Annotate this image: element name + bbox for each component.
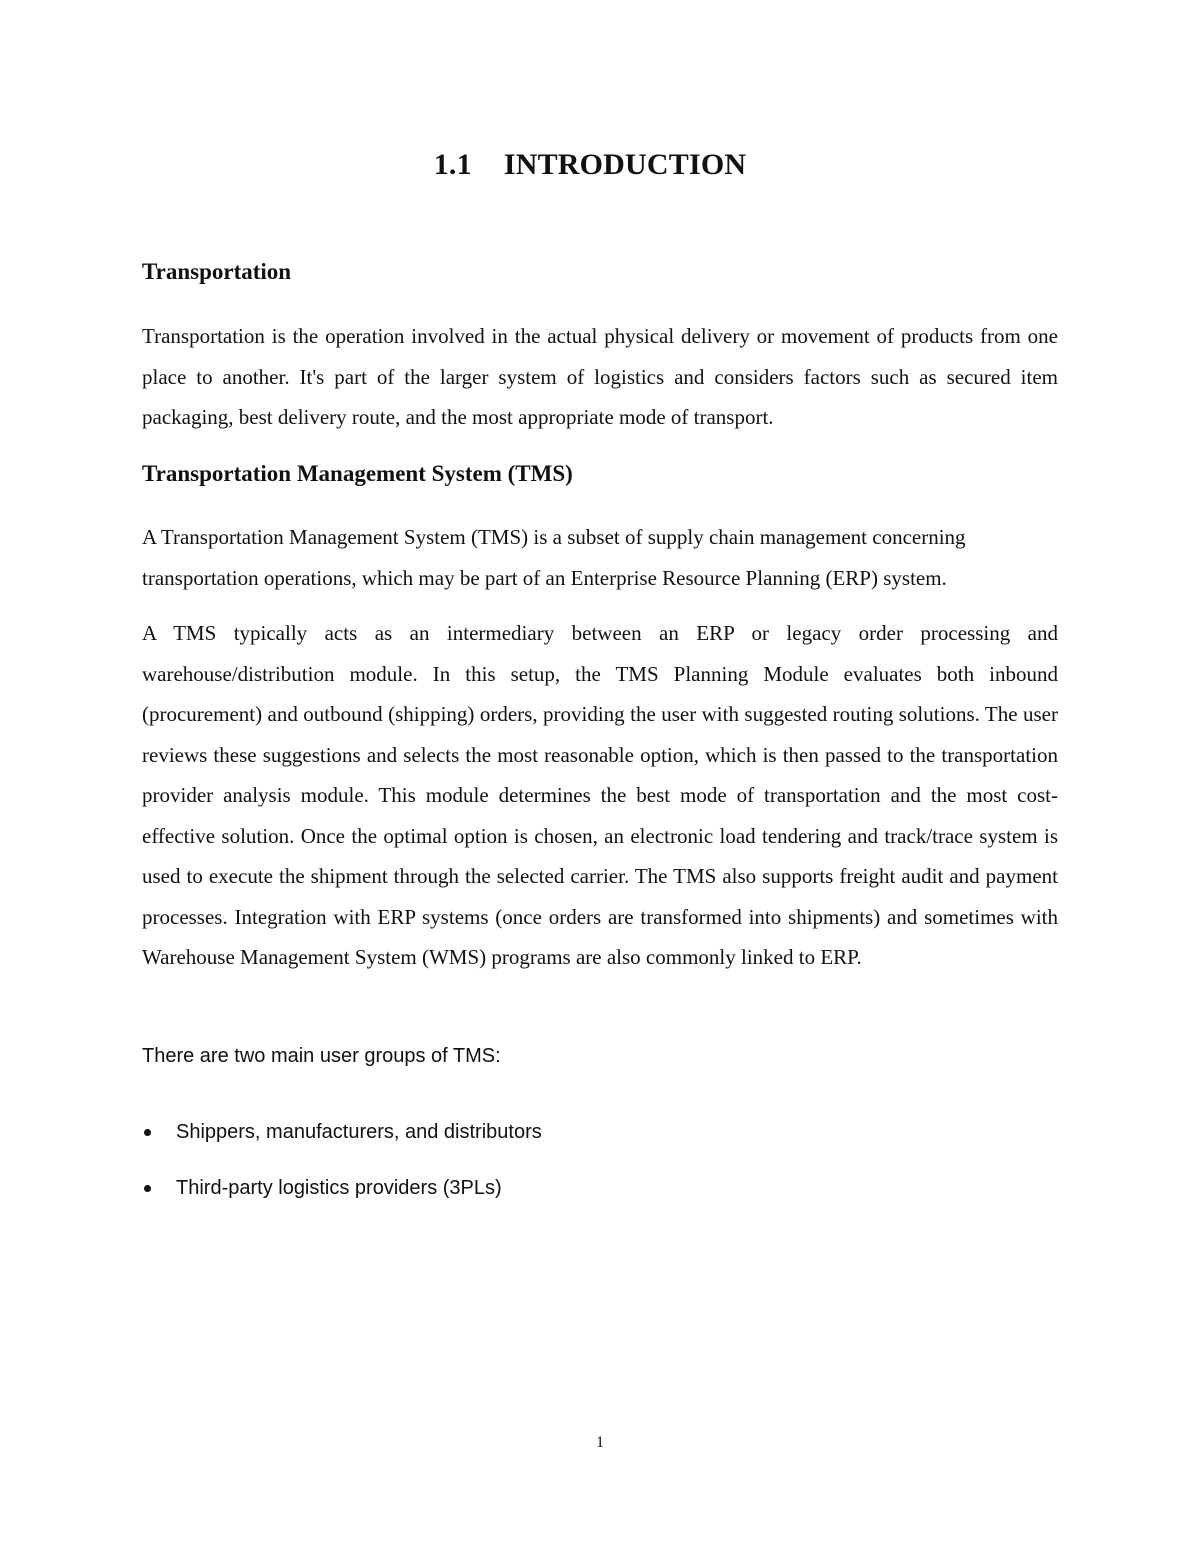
bullet-icon	[144, 1185, 151, 1192]
user-groups-list	[142, 1115, 542, 1227]
paragraph-tms-details: A TMS typically acts as an intermediary between an ERP or legacy order processing and warehouse/distribution module. In this setup, the TMS Planning Module evaluates both inbound (procurement) and outbound (shipping) orders, providing the user with suggested routing solutions. The user reviews these suggestions and selects the most reasonable option, which is then passed to the transportation provider analysis module. This module determines the best mode of transportation and the most cost-effective solution. Once the optimal option is chosen, an electronic load tendering and track/trace system is used to execute the shipment through the selected carrier. The TMS also supports freight audit and payment processes. Integration with ERP systems (once orders are transformed into shipments) and sometimes with Warehouse Management System (WMS) programs are also commonly linked to ERP.	[142, 621, 1058, 969]
list-item-text: Third-party logistics providers (3PLs)	[176, 1177, 502, 1199]
chapter-title-text: INTRODUCTION	[503, 148, 747, 181]
paragraph-user-groups-intro: There are two main user groups of TMS:	[142, 1045, 501, 1067]
chapter-title	[0, 148, 1180, 182]
list-item-text: Shippers, manufacturers, and distributors	[176, 1121, 542, 1143]
page-number: 1	[596, 1434, 604, 1451]
paragraph-tms-definition: A Transportation Management System (TMS) is a subset of supply chain management concerning transportation operations, which may be part of an Enterprise Resource Planning (ERP) system.	[142, 525, 966, 590]
paragraph-transportation: Transportation is the operation involved in the actual physical delivery or movement of products from one place to another. It's part of the larger system of logistics and considers factors such as secured item packaging, best delivery route, and the most appropriate mode of transport.	[142, 324, 1058, 429]
list-item	[142, 1115, 542, 1171]
chapter-number: 1.1	[433, 148, 472, 181]
section-heading-tms: Transportation Management System (TMS)	[142, 461, 573, 486]
bullet-icon	[144, 1129, 151, 1136]
list-item	[142, 1171, 542, 1227]
section-heading-transportation: Transportation	[142, 259, 292, 284]
